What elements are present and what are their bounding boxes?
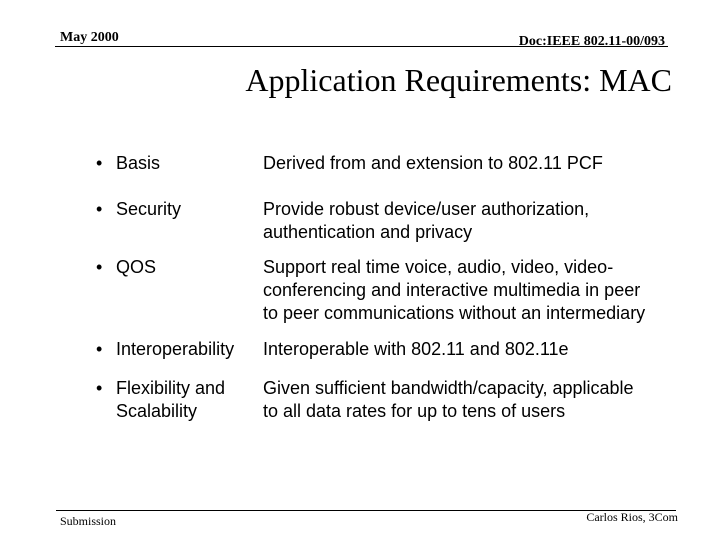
requirement-description: Support real time voice, audio, video, video- conferencing and interactive multimedia in peer to peer communications without an intermediary — [263, 257, 646, 323]
bullet-icon: • — [96, 378, 103, 398]
header-divider — [55, 46, 668, 47]
footer-author: Carlos Rios, 3Com — [586, 510, 678, 524]
bullet-icon: • — [96, 153, 103, 173]
requirement-term: • Flexibility and Scalability — [96, 378, 226, 421]
requirement-description: Interoperable with 802.11 and 802.11e — [263, 339, 569, 359]
bullet-icon: • — [96, 339, 103, 359]
requirement-description: Derived from and extension to 802.11 PCF — [263, 153, 603, 173]
requirement-term: • Basis — [96, 153, 161, 173]
bullet-icon: • — [96, 257, 103, 277]
bullet-icon: • — [96, 199, 103, 219]
requirement-term: • QOS — [96, 257, 157, 277]
requirement-term: • Security — [96, 199, 182, 219]
requirement-description: Provide robust device/user authorization, authentication and privacy — [263, 199, 590, 242]
footer-submission: Submission — [60, 514, 117, 528]
requirement-term: • Interoperability — [96, 339, 235, 359]
footer-divider — [56, 510, 676, 511]
header-doc-id: Doc:IEEE 802.11-00/093 — [518, 34, 665, 49]
header-date: May 2000 — [60, 30, 119, 45]
requirement-description: Given sufficient bandwidth/capacity, applicable to all data rates for up to tens of users — [263, 378, 634, 421]
slide-title: Application Requirements: MAC — [245, 62, 672, 98]
